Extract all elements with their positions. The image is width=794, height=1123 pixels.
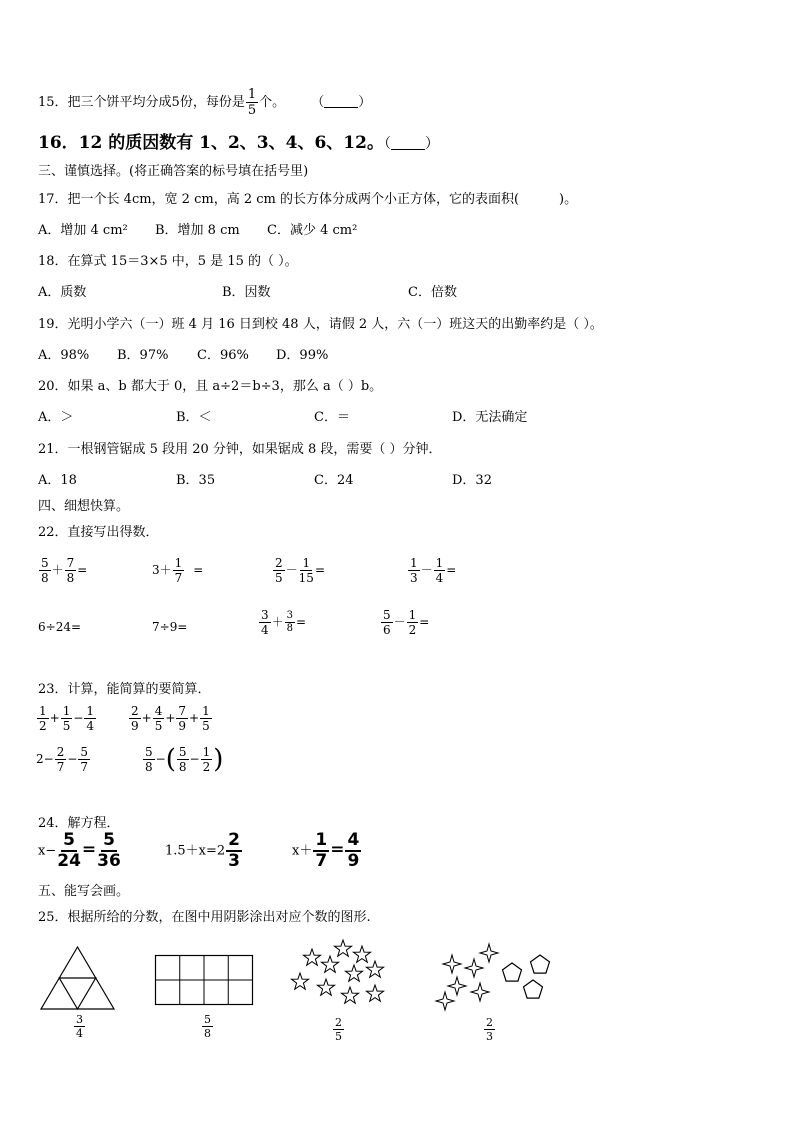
q20-option-c[interactable]: C．＝: [314, 410, 350, 425]
question-22-title: 22．直接写出得数．: [38, 525, 159, 540]
q17-option-a[interactable]: A．增加 4 cm²: [38, 223, 128, 238]
fig3-fraction: $\frac{2}{5}$: [335, 1016, 342, 1043]
q21-option-d[interactable]: D．32: [452, 473, 492, 488]
q22-expr-3: $\frac{2}{5}$ － $\frac{1}{15}$ =: [275, 556, 325, 585]
fig2-fraction: $\frac{5}{8}$: [204, 1013, 211, 1040]
question-18: 18．在算式 15＝3×5 中，5 是 15 的（ ）。: [38, 254, 298, 269]
q20-option-b[interactable]: B．＜: [176, 410, 212, 425]
q17-option-c[interactable]: C．减少 4 cm²: [267, 223, 358, 238]
q18-option-c[interactable]: C．倍数: [408, 285, 457, 300]
q24-equation-1: x− $\frac{5}{24}$ = $\frac{5}{36}$: [38, 830, 121, 871]
q18-option-a[interactable]: A．质数: [38, 285, 87, 300]
question-16: 16．12 的质因数有 1、2、3、4、6、12。（ ）: [38, 133, 439, 153]
q21-option-b[interactable]: B．35: [176, 473, 216, 488]
q23-expr-4: $\frac{5}{8}$ −( $\frac{5}{8}$ − $\frac{1}{2}$ ): [145, 744, 224, 775]
stars-and-pentagons-figure[interactable]: [432, 940, 557, 1014]
question-15: 15．把三个饼平均分成5份，每份是 $\frac{1}{5}$ 个。 （ ）: [38, 87, 372, 118]
q24-equation-3: x＋ $\frac{1}{7}$ = $\frac{4}{9}$: [292, 830, 360, 871]
q22-expr-1: $\frac{5}{8}$ ＋ $\frac{7}{8}$ =: [41, 556, 88, 585]
question-23-title: 23．计算，能简算的要简算．: [38, 682, 211, 697]
q15-text: 15．把三个饼平均分成5份，每份是: [38, 95, 245, 110]
q16-answer-blank[interactable]: [391, 137, 425, 150]
q15-fraction: $\frac{1}{5}$: [247, 87, 257, 118]
q22-expr-2: 3＋ $\frac{1}{7}$ =: [152, 556, 204, 585]
fig1-fraction: $\frac{3}{4}$: [76, 1013, 83, 1040]
q17-option-b[interactable]: B．增加 8 cm: [155, 223, 240, 238]
q20-option-d[interactable]: D．无法确定: [452, 410, 528, 425]
q23-expr-2: $\frac{2}{9}$ + $\frac{4}{5}$ + $\frac{7}{9}$ + $\frac{1}{5}$: [131, 704, 210, 733]
section-4-heading: 四、细想快算。: [38, 499, 130, 514]
q18-option-b[interactable]: B．因数: [222, 285, 271, 300]
q15-answer-blank[interactable]: [324, 95, 358, 108]
q22-expr-5: 6÷24=: [38, 620, 82, 634]
fig4-fraction: $\frac{2}{3}$: [486, 1016, 493, 1043]
q21-option-c[interactable]: C．24: [314, 473, 354, 488]
q24-equation-2: 1.5＋x=2 $\frac{2}{3}$: [165, 830, 241, 871]
question-21: 21．一根钢管锯成 5 段用 20 分钟，如果锯成 8 段，需要（ ）分钟．: [38, 442, 442, 457]
q22-expr-4: $\frac{1}{3}$ － $\frac{1}{4}$ =: [410, 556, 457, 585]
triangle-figure[interactable]: [40, 946, 115, 1010]
q19-option-c[interactable]: C．96%: [197, 348, 249, 363]
section-5-heading: 五、能写会画。: [38, 884, 130, 899]
q22-expr-7: $\frac{3}{4}$ ＋ $\frac{3}{8}$ =: [261, 608, 307, 637]
q22-expr-6: 7÷9=: [152, 620, 188, 634]
question-17: 17．把一个长 4cm，宽 2 cm，高 2 cm 的长方体分成两个小正方体，它的表面积( )。: [38, 192, 578, 207]
question-24-title: 24．解方程．: [38, 816, 120, 831]
stars-figure[interactable]: [290, 938, 390, 1012]
q23-expr-1: $\frac{1}{2}$ + $\frac{1}{5}$ − $\frac{1}{4}$: [39, 704, 95, 733]
question-25-title: 25．根据所给的分数，在图中用阴影涂出对应个数的图形.: [38, 910, 371, 925]
q23-expr-3: 2− $\frac{2}{7}$ − $\frac{5}{7}$: [36, 745, 89, 774]
q20-option-a[interactable]: A．＞: [38, 410, 74, 425]
q19-option-d[interactable]: D．99%: [276, 348, 329, 363]
q19-option-a[interactable]: A．98%: [38, 348, 90, 363]
q21-option-a[interactable]: A．18: [38, 473, 77, 488]
q19-option-b[interactable]: B．97%: [117, 348, 169, 363]
section-3-heading: 三、谨慎选择。(将正确答案的标号填在括号里): [38, 164, 309, 179]
grid-figure[interactable]: [155, 955, 253, 1005]
question-19: 19．光明小学六（一）班 4 月 16 日到校 48 人，请假 2 人，六（一）班这天的出勤率约是（ ）。: [38, 317, 603, 332]
question-20: 20．如果 a、b 都大于 0，且 a÷2＝b÷3，那么 a（ ）b。: [38, 379, 383, 394]
q22-expr-8: $\frac{5}{6}$ － $\frac{1}{2}$ =: [383, 608, 430, 637]
